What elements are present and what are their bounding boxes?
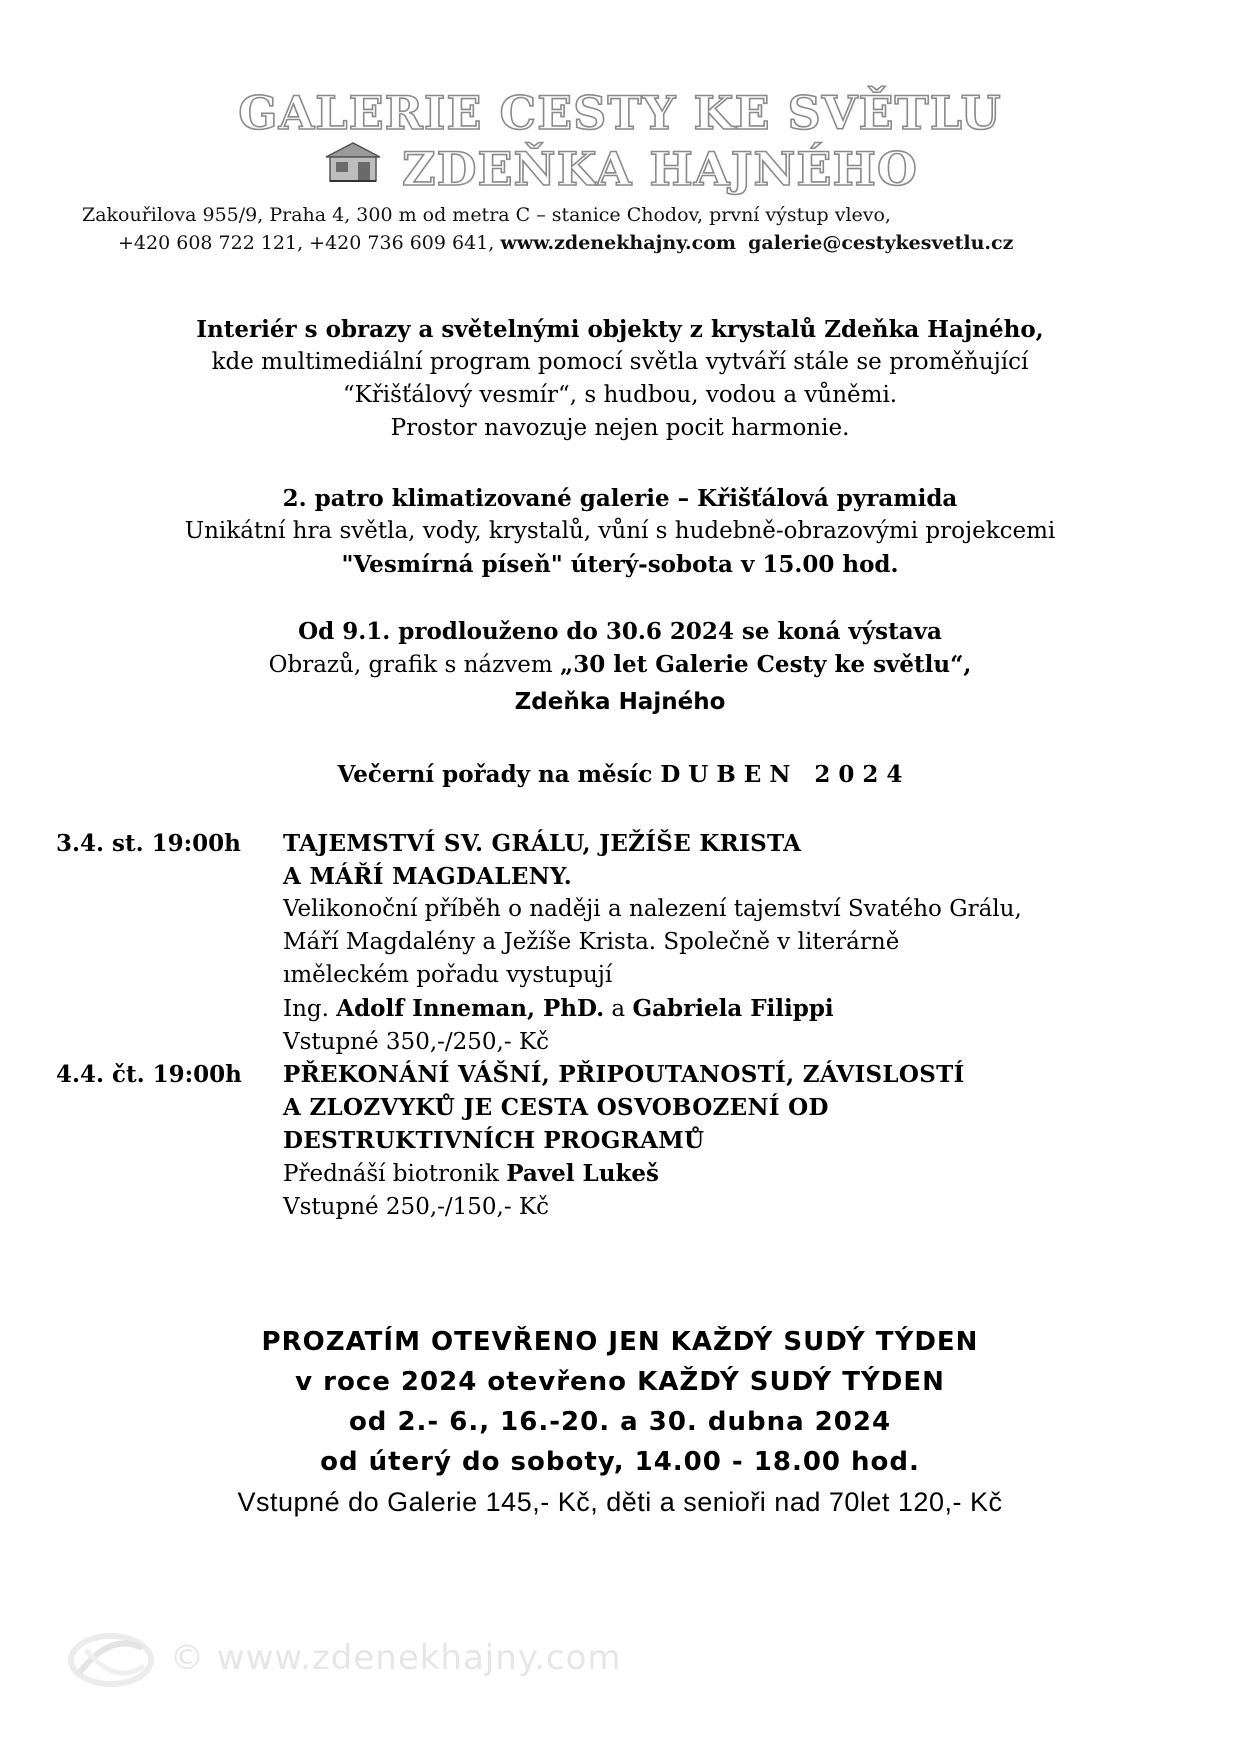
event-title: A ZLOZVYKŮ JE CESTA OSVOBOZENÍ OD [283,1094,829,1121]
event-price: Vstupné 250,-/150,- Kč [283,1194,550,1220]
speaker-prefix: Přednáší biotronik [283,1161,507,1187]
website-link[interactable]: www.zdenekhajny.com [500,232,737,254]
event-description: ıměleckém pořadu vystupují [283,962,613,988]
event-date: 4.4. čt. 19:00h [56,1061,242,1088]
event-title: TAJEMSTVÍ SV. GRÁLU, JEŽÍŠE KRISTA [283,830,802,857]
pyramid-section [0,482,1240,581]
pyramid-text-line: Unikátní hra světla, vody, krystalů, vůní s hudebně-obrazovými projekcemi [184,518,1056,544]
opening-hours-section [0,1322,1240,1522]
intro-text-line: “Křišťálový vesmír“, s hudbou, vodou a vůněmi. [342,382,898,408]
gallery-house-icon [322,140,384,194]
watermark-text: © www.zdenekhajny.com [170,1638,622,1678]
email-link[interactable]: galerie@cestykesvetlu.cz [748,232,1014,254]
gallery-title-line2 [0,142,1240,200]
event-item [283,827,1022,1059]
performer-prefix: Ing. [283,996,337,1022]
event-performers [283,992,1022,1026]
performer-name: Gabriela Filippi [632,995,834,1022]
watermark [66,1628,666,1698]
opening-notice: PROZATÍM OTEVŘENO JEN KAŽDÝ SUDÝ TÝDEN [261,1327,979,1357]
phone-numbers: +420 608 722 121, +420 736 609 641, [118,232,495,254]
event-description: Velikonoční příběh o naději a nalezení tajemství Svatého Grálu, [283,896,1022,922]
contact-line [118,232,1013,254]
address-line: Zakouřilova 955/9, Praha 4, 300 m od metra C – stanice Chodov, první výstup vlevo, [82,204,891,226]
event-speaker [283,1157,965,1191]
exhibition-dates: Od 9.1. prodlouženo do 30.6 2024 se koná výstava [298,618,942,645]
performer-join: a [604,996,633,1022]
speaker-name: Pavel Lukeš [506,1160,659,1187]
opening-dates: od 2.- 6., 16.-20. a 30. dubna 2024 [348,1407,892,1437]
event-price: Vstupné 350,-/250,- Kč [283,1029,550,1055]
event-date: 3.4. st. 19:00h [56,830,241,857]
event-title: DESTRUKTIVNÍCH PROGRAMŮ [283,1127,705,1154]
intro-heading: Interiér s obrazy a světelnými objekty z krystalů Zdeňka Hajného, [196,316,1044,343]
exhibition-section [0,615,1240,719]
event-title: PŘEKONÁNÍ VÁŠNÍ, PŘIPOUTANOSTÍ, ZÁVISLOSTÍ [283,1061,965,1088]
opening-hours: od úterý do soboty, 14.00 - 18.00 hod. [320,1447,920,1477]
intro-section [0,313,1240,445]
swirl-logo-icon [66,1628,156,1697]
exhibition-title-line [0,648,1240,682]
opening-notice: v roce 2024 otevřeno KAŽDÝ SUDÝ TÝDEN [295,1367,945,1397]
program-heading-month: D U B E N 2 0 2 4 [660,761,903,788]
event-title: A MÁŘÍ MAGDALENY. [283,863,573,890]
exhibition-title: „30 let Galerie Cesty ke světlu“, [559,651,972,678]
exhibition-title-prefix: Obrazů, grafik s názvem [268,652,560,678]
intro-text-line: kde multimediální program pomocí světla vytváří stále se proměňující [211,349,1029,375]
pyramid-heading: 2. patro klimatizované galerie – Křišťálová pyramida [282,485,958,512]
performer-name: Adolf Inneman, PhD. [336,995,605,1022]
admission-price: Vstupné do Galerie 145,- Kč, děti a senioři nad 70let 120,- Kč [237,1487,1003,1517]
exhibition-artist: Zdeňka Hajného [514,689,726,715]
event-item [283,1058,965,1224]
intro-text-line: Prostor navozuje nejen pocit harmonie. [390,415,850,441]
gallery-title-owner: ZDEŇKA HAJNÉHO [402,142,918,196]
program-heading-prefix: Večerní pořady na měsíc [337,761,661,788]
pyramid-show-time: "Vesmírná píseň" úterý-sobota v 15.00 hod. [341,551,899,578]
gallery-title-line1: GALERIE CESTY KE SVĚTLU [238,86,1002,140]
event-description: Máří Magdalény a Ježíše Krista. Společně v literárně [283,929,900,955]
program-heading [0,758,1240,791]
